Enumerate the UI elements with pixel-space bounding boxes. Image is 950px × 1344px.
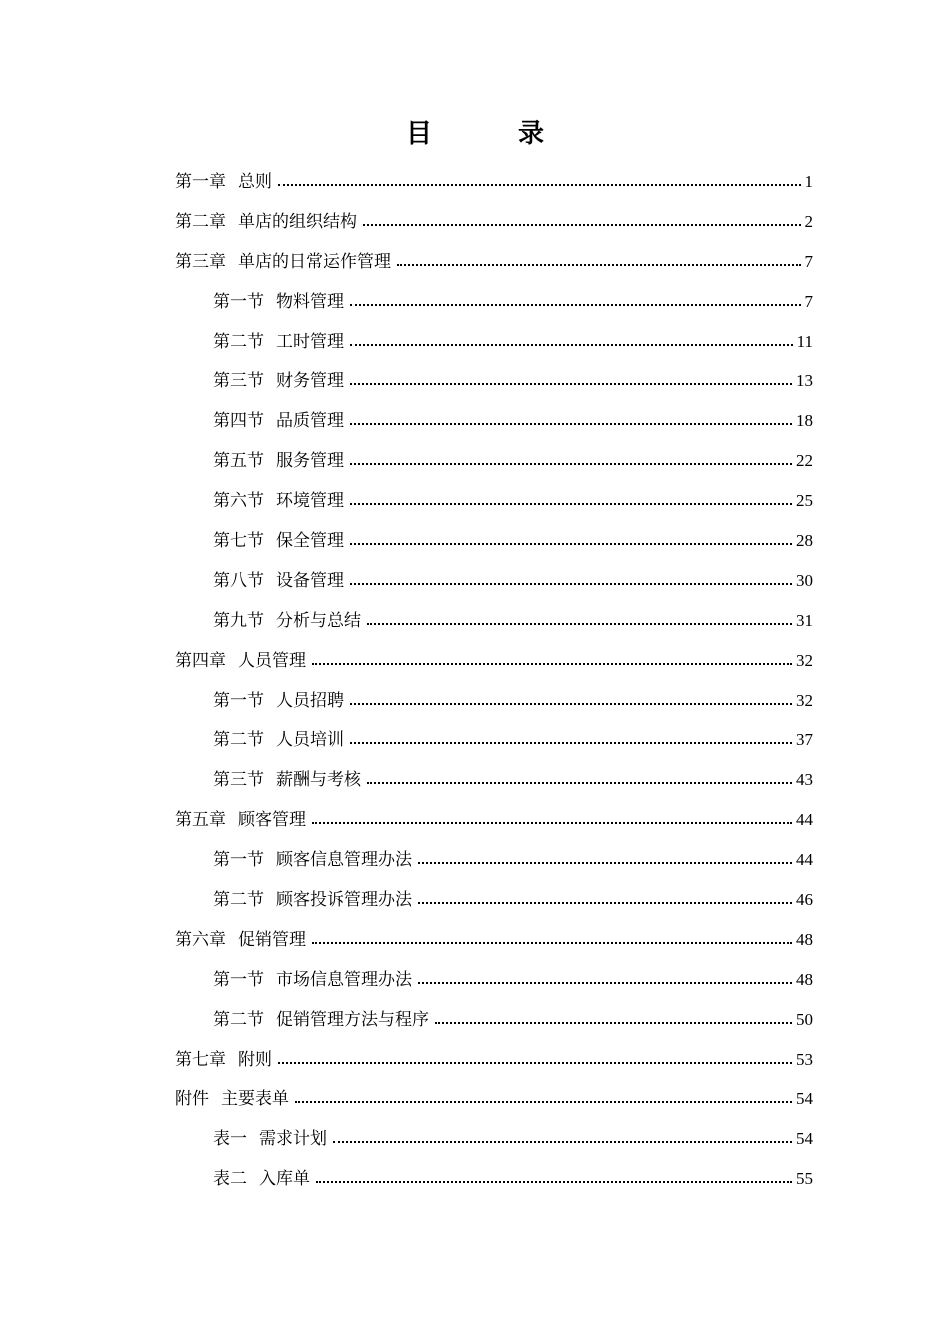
toc-entry-number: 第二章: [175, 211, 226, 232]
toc-entry-chapter[interactable]: [175, 242, 813, 282]
toc-entry-label: [175, 651, 306, 671]
toc-page-number: 32: [796, 690, 813, 710]
toc-entry-number: 第一节: [213, 969, 264, 990]
toc-entry-label: [213, 1010, 429, 1030]
toc-entry-title: 市场信息管理办法: [276, 969, 412, 990]
toc-entry-section[interactable]: [175, 1159, 813, 1199]
toc-page-number: 44: [796, 810, 813, 830]
toc-entry-section[interactable]: [175, 760, 813, 800]
toc-entry-title: 附则: [238, 1049, 272, 1070]
toc-entry-section[interactable]: [175, 561, 813, 601]
toc-entry-number: 第五章: [175, 810, 226, 831]
toc-entry-section[interactable]: [175, 282, 813, 322]
toc-entry-number: 第三节: [213, 371, 264, 392]
toc-entry-section[interactable]: [175, 1119, 813, 1159]
toc-entry-number: 第九节: [213, 610, 264, 631]
toc-entry-chapter[interactable]: [175, 800, 813, 840]
toc-dot-leader: [418, 982, 792, 984]
toc-entry-number: 表一: [213, 1129, 247, 1150]
toc-dot-leader: [312, 822, 792, 824]
toc-entry-title: 设备管理: [276, 570, 344, 591]
table-of-contents: [175, 162, 813, 1199]
toc-dot-leader: [350, 344, 793, 346]
toc-entry-number: 第一章: [175, 171, 226, 192]
toc-entry-label: [213, 850, 412, 870]
toc-entry-label: [175, 172, 272, 192]
toc-page-number: 54: [796, 1089, 813, 1109]
toc-entry-section[interactable]: [175, 481, 813, 521]
toc-dot-leader: [350, 583, 792, 585]
toc-entry-label: [213, 411, 344, 431]
toc-entry-label: [213, 730, 344, 750]
toc-entry-chapter[interactable]: [175, 1040, 813, 1080]
toc-entry-title: 人员招聘: [276, 690, 344, 711]
toc-page-number: 28: [796, 530, 813, 550]
toc-dot-leader: [350, 742, 792, 744]
toc-dot-leader: [350, 463, 792, 465]
toc-entry-title: 顾客管理: [238, 810, 306, 831]
toc-dot-leader: [295, 1101, 792, 1103]
toc-dot-leader: [278, 1062, 792, 1064]
toc-page-number: 30: [796, 570, 813, 590]
toc-entry-title: 主要表单: [221, 1089, 289, 1110]
toc-entry-number: 第五节: [213, 451, 264, 472]
toc-page-number: 1: [804, 171, 813, 191]
toc-page-number: 48: [796, 929, 813, 949]
toc-dot-leader: [418, 902, 792, 904]
toc-entry-label: [213, 1169, 310, 1189]
toc-dot-leader: [350, 703, 792, 705]
toc-entry-title: 总则: [238, 171, 272, 192]
toc-page-number: 44: [796, 850, 813, 870]
toc-page-number: 43: [796, 770, 813, 790]
toc-entry-number: 附件: [175, 1089, 209, 1110]
toc-page-number: 31: [796, 610, 813, 630]
toc-entry-title: 单店的组织结构: [238, 211, 357, 232]
toc-page-number: 7: [804, 251, 813, 271]
toc-entry-number: 第二节: [213, 889, 264, 910]
toc-entry-chapter[interactable]: [175, 202, 813, 242]
toc-entry-label: [213, 611, 361, 631]
toc-dot-leader: [278, 184, 801, 186]
toc-entry-number: 第一节: [213, 690, 264, 711]
toc-dot-leader: [367, 623, 792, 625]
toc-entry-title: 服务管理: [276, 451, 344, 472]
toc-entry-number: 第一节: [213, 850, 264, 871]
toc-entry-label: [213, 691, 344, 711]
toc-page-number: 46: [796, 889, 813, 909]
toc-entry-number: 第四节: [213, 411, 264, 432]
toc-entry-number: 第二节: [213, 730, 264, 751]
toc-entry-title: 保全管理: [276, 530, 344, 551]
toc-page-number: 13: [796, 371, 813, 391]
toc-dot-leader: [367, 782, 792, 784]
toc-entry-label: [175, 212, 357, 232]
toc-entry-number: 第七节: [213, 530, 264, 551]
toc-page-number: 18: [796, 411, 813, 431]
toc-entry-number: 第八节: [213, 570, 264, 591]
toc-page-number: 7: [804, 291, 813, 311]
page-title: 目 录: [405, 119, 574, 149]
toc-dot-leader: [350, 304, 801, 306]
toc-entry-number: 第四章: [175, 650, 226, 671]
toc-dot-leader: [418, 862, 792, 864]
toc-entry-title: 顾客投诉管理办法: [276, 889, 412, 910]
toc-entry-number: 表二: [213, 1169, 247, 1190]
toc-entry-label: [175, 1089, 289, 1109]
toc-entry-label: [175, 810, 306, 830]
toc-entry-chapter[interactable]: [175, 162, 813, 202]
toc-entry-label: [213, 332, 344, 352]
toc-page-number: 55: [796, 1169, 813, 1189]
toc-entry-number: 第六章: [175, 929, 226, 950]
toc-entry-title: 物料管理: [276, 291, 344, 312]
toc-entry-section[interactable]: [175, 601, 813, 641]
toc-entry-section[interactable]: [175, 322, 813, 362]
toc-entry-label: [213, 770, 361, 790]
toc-dot-leader: [350, 503, 792, 505]
toc-entry-title: 财务管理: [276, 371, 344, 392]
toc-page-number: 2: [804, 211, 813, 231]
toc-entry-section[interactable]: [175, 1000, 813, 1040]
toc-entry-title: 环境管理: [276, 491, 344, 512]
toc-entry-number: 第六节: [213, 491, 264, 512]
toc-entry-title: 单店的日常运作管理: [238, 251, 391, 272]
toc-entry-title: 促销管理方法与程序: [276, 1009, 429, 1030]
toc-entry-label: [213, 970, 412, 990]
toc-entry-title: 薪酬与考核: [276, 770, 361, 791]
toc-dot-leader: [350, 423, 792, 425]
toc-entry-section[interactable]: [175, 720, 813, 760]
toc-entry-section[interactable]: [175, 521, 813, 561]
toc-entry-label: [213, 371, 344, 391]
toc-entry-title: 需求计划: [259, 1129, 327, 1150]
toc-page-number: 32: [796, 650, 813, 670]
toc-page-number: 48: [796, 969, 813, 989]
toc-entry-label: [213, 451, 344, 471]
toc-dot-leader: [316, 1181, 792, 1183]
toc-entry-chapter[interactable]: [175, 641, 813, 681]
toc-entry-section[interactable]: [175, 880, 813, 920]
toc-dot-leader: [397, 264, 801, 266]
toc-entry-label: [175, 252, 391, 272]
toc-entry-title: 工时管理: [276, 331, 344, 352]
toc-entry-title: 分析与总结: [276, 610, 361, 631]
toc-entry-number: 第三节: [213, 770, 264, 791]
toc-page-number: 53: [796, 1049, 813, 1069]
toc-entry-section[interactable]: [175, 361, 813, 401]
toc-entry-section[interactable]: [175, 681, 813, 721]
toc-page-number: 50: [796, 1009, 813, 1029]
toc-entry-number: 第三章: [175, 251, 226, 272]
toc-entry-title: 品质管理: [276, 411, 344, 432]
toc-entry-label: [175, 1050, 272, 1070]
toc-entry-label: [213, 531, 344, 551]
toc-entry-number: 第二节: [213, 331, 264, 352]
toc-entry-title: 顾客信息管理办法: [276, 850, 412, 871]
toc-page-number: 22: [796, 451, 813, 471]
toc-page-number: 54: [796, 1129, 813, 1149]
toc-dot-leader: [312, 942, 792, 944]
toc-entry-label: [213, 890, 412, 910]
toc-entry-label: [213, 491, 344, 511]
toc-entry-chapter[interactable]: [175, 920, 813, 960]
toc-entry-section[interactable]: [175, 960, 813, 1000]
toc-dot-leader: [435, 1022, 792, 1024]
toc-dot-leader: [333, 1141, 792, 1143]
toc-entry-number: 第七章: [175, 1049, 226, 1070]
toc-entry-number: 第二节: [213, 1009, 264, 1030]
toc-entry-label: [213, 571, 344, 591]
toc-dot-leader: [312, 663, 792, 665]
toc-entry-number: 第一节: [213, 291, 264, 312]
toc-entry-section[interactable]: [175, 401, 813, 441]
toc-entry-section[interactable]: [175, 441, 813, 481]
toc-page-number: 11: [796, 331, 813, 351]
toc-entry-label: [213, 1129, 327, 1149]
toc-entry-title: 人员管理: [238, 650, 306, 671]
toc-entry-label: [175, 930, 306, 950]
toc-dot-leader: [350, 383, 792, 385]
toc-entry-label: [213, 292, 344, 312]
toc-dot-leader: [350, 543, 792, 545]
toc-page-number: 37: [796, 730, 813, 750]
toc-entry-title: 人员培训: [276, 730, 344, 751]
toc-entry-section[interactable]: [175, 840, 813, 880]
toc-entry-title: 入库单: [259, 1169, 310, 1190]
toc-dot-leader: [363, 224, 801, 226]
toc-entry-title: 促销管理: [238, 929, 306, 950]
toc-page-number: 25: [796, 491, 813, 511]
toc-entry-chapter[interactable]: [175, 1079, 813, 1119]
